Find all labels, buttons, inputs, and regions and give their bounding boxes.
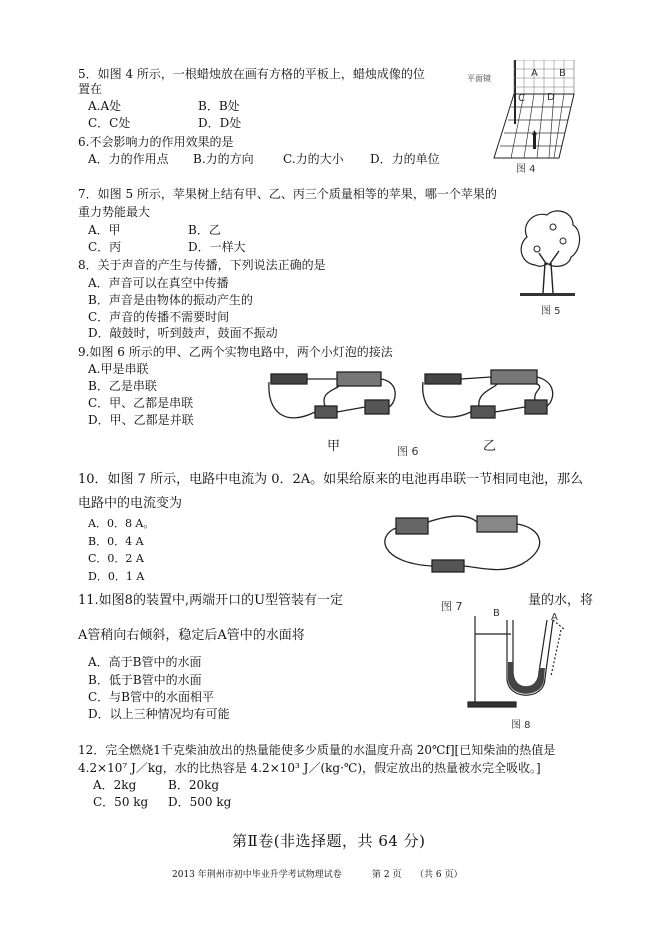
figure-8-u-tube [465,606,580,716]
q10-option-c: C．0．2 A [88,552,144,565]
q11-option-b: B．低于B管中的水面 [88,673,202,687]
q6-stem: 6.不会影响力的作用效果的是 [78,135,234,149]
fig4-caption: 图 4 [516,164,536,175]
q6-option-d: D．力的单位 [370,152,440,166]
q9-option-b: B．乙是串联 [88,379,157,393]
fig8-tube-a-label: A [551,612,558,623]
q11-stem-line2: A管稍向右倾斜，稳定后A管中的水面将 [78,628,305,643]
q8-option-b: B．声音是由物体的振动产生的 [88,293,253,307]
q5-option-b: B．B处 [198,99,240,113]
fig6-caption: 图 6 [397,445,419,458]
q10-option-a: A．0．8 A。 [88,517,155,530]
q12-stem-line2: 4.2×10⁷ J／kg，水的比热容是 4.2×10³ J／(kg·℃)，假定放出的热量被水完全吸收。] [78,761,541,775]
q10-option-b: B．0．4 A [88,535,144,548]
q7-option-d: D．一样大 [188,240,246,254]
q11-stem-line1a: 11.如图8的装置中,两端开口的U型管装有一定 [78,593,344,608]
q5-option-a: A.A处 [88,99,122,113]
footer-total-pages: （共 6 页） [415,870,463,880]
q12-option-b: B．20kg [168,778,220,792]
q9-option-d: D．甲、乙都是并联 [88,413,194,427]
q7-stem-line1: 7．如图 5 所示，苹果树上结有甲、乙、丙三个质量相等的苹果，哪一个苹果的 [78,187,497,201]
q5-stem-line1: 5．如图 4 所示，一根蜡烛放在画有方格的平板上，蜡烛成像的位 [78,67,425,81]
q7-option-a: A．甲 [88,223,121,237]
fig6-label-yi: 乙 [483,439,497,454]
q5-option-c: C．C处 [88,116,131,130]
fig8-tube-b-label: B [493,608,500,619]
q9-option-a: A.甲是串联 [88,362,149,376]
q5-stem-line2: 置在 [78,82,103,96]
fig4-point-c: C [518,93,525,104]
fig7-caption: 图 7 [441,600,463,613]
fig4-point-d: D [547,92,555,103]
q9-option-c: C．甲、乙都是串联 [88,396,194,410]
q10-stem-line2: 电路中的电流变为 [78,496,183,511]
q8-option-a: A．声音可以在真空中传播 [88,276,229,290]
q5-option-d: D．D处 [198,116,242,130]
q12-option-d: D．500 kg [168,795,232,809]
section-title: 第Ⅱ卷(非选择题，共 64 分) [232,832,426,850]
q11-option-c: C．与B管中的水面相平 [88,690,215,704]
q10-stem-line1: 10．如图 7 所示，电路中电流为 0．2A。如果给原来的电池再串联一节相同电池，那么 [78,472,584,487]
fig4-point-a: A [531,68,538,79]
q12-option-c: C．50 kg [93,795,149,809]
footer-exam-title: 2013 年荆州市初中毕业升学考试物理试卷 [172,870,342,880]
q8-option-d: D．敲鼓时，听到鼓声，鼓面不振动 [88,326,278,340]
fig4-mirror-label: 平面镜 [467,74,491,83]
q7-stem-line2: 重力势能最大 [78,205,151,219]
q8-option-c: C．声音的传播不需要时间 [88,310,230,324]
q9-stem: 9.如图 6 所示的甲、乙两个实物电路中，两个小灯泡的接法 [78,345,393,359]
fig6-label-jia: 甲 [327,439,341,454]
q12-option-a: A．2kg [93,778,137,792]
q11-stem-line1b: 量的水，将 [528,593,594,608]
q6-option-c: C.力的大小 [283,152,344,166]
fig4-point-b: B [559,68,566,79]
fig8-caption: 图 8 [511,720,531,731]
q7-option-b: B．乙 [188,223,221,237]
q6-option-b: B.力的方向 [193,152,254,166]
footer-page-number: 第 2 页 [372,870,402,880]
q12-stem-line1: 12．完全燃烧1千克柴油放出的热量能使多少质量的水温度升高 20℃f][已知柴油的热值是 [78,743,556,757]
q11-option-a: A．高于B管中的水面 [88,655,202,669]
q11-option-d: D．以上三种情况均有可能 [88,707,230,721]
q7-option-c: C．丙 [88,240,122,254]
q6-option-a: A．力的作用点 [88,152,169,166]
figure-5-apple-tree [515,205,585,305]
q10-option-d: D．0．1 A [88,570,145,583]
q8-stem: 8．关于声音的产生与传播，下列说法正确的是 [78,258,326,272]
fig5-caption: 图 5 [541,306,561,317]
figure-6-circuits [265,362,565,437]
figure-7-circuit [372,508,557,588]
